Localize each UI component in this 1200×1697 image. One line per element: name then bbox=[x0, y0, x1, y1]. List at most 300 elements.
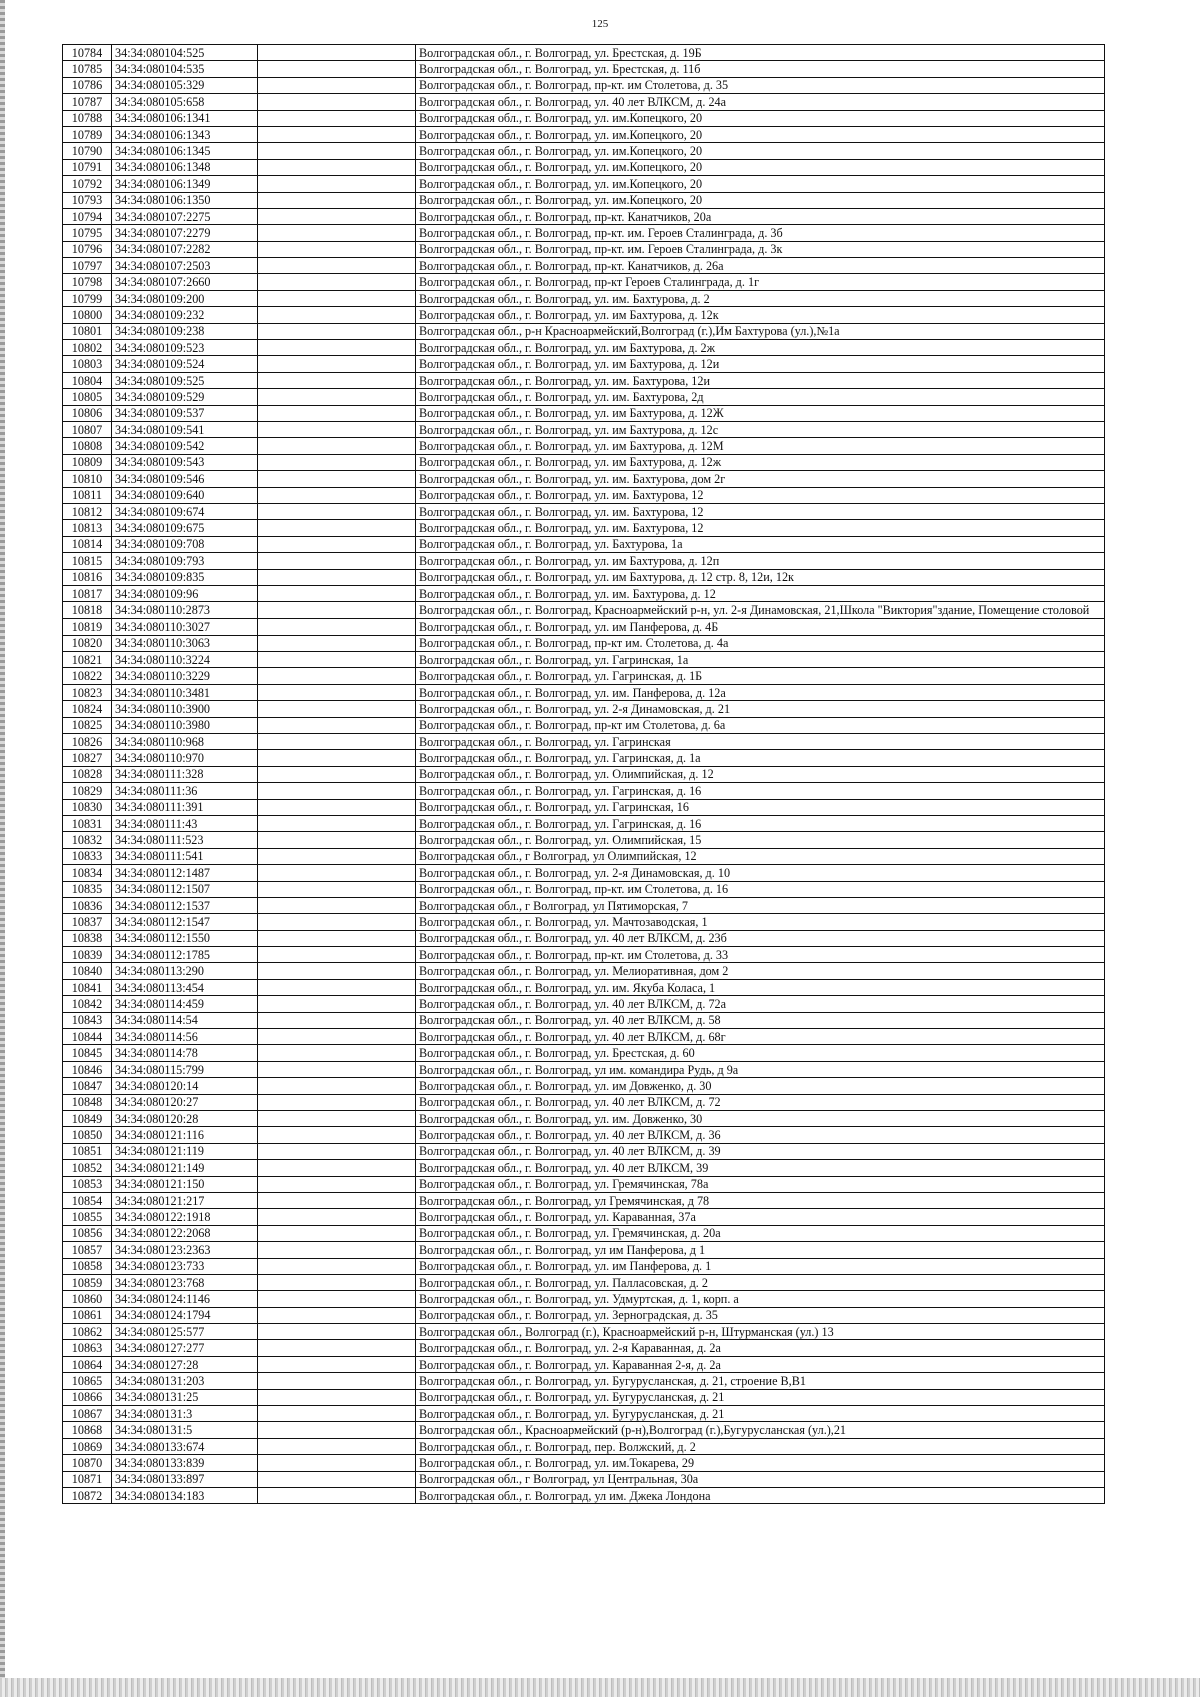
table-row bbox=[63, 963, 1105, 979]
cadastral-number-cell: 34:34:080110:968 bbox=[112, 734, 258, 750]
cadastral-number-cell: 34:34:080109:640 bbox=[112, 487, 258, 503]
empty-cell bbox=[258, 1291, 416, 1307]
row-number-cell: 10820 bbox=[63, 635, 112, 651]
empty-cell bbox=[258, 159, 416, 175]
cadastral-number-cell: 34:34:080127:277 bbox=[112, 1340, 258, 1356]
row-number-cell: 10812 bbox=[63, 503, 112, 519]
table-row bbox=[63, 1274, 1105, 1290]
row-number-cell: 10864 bbox=[63, 1356, 112, 1372]
address-cell: Волгоградская обл., г. Волгоград, ул. 40 лет ВЛКСМ, д. 36 bbox=[416, 1127, 1105, 1143]
table-row bbox=[63, 94, 1105, 110]
empty-cell bbox=[258, 815, 416, 831]
row-number-cell: 10796 bbox=[63, 241, 112, 257]
table-row bbox=[63, 668, 1105, 684]
row-number-cell: 10825 bbox=[63, 717, 112, 733]
cadastral-number-cell: 34:34:080104:535 bbox=[112, 61, 258, 77]
cadastral-number-cell: 34:34:080127:28 bbox=[112, 1356, 258, 1372]
empty-cell bbox=[258, 750, 416, 766]
table-row bbox=[63, 947, 1105, 963]
cadastral-number-cell: 34:34:080111:391 bbox=[112, 799, 258, 815]
cadastral-number-cell: 34:34:080120:14 bbox=[112, 1078, 258, 1094]
table-row bbox=[63, 77, 1105, 93]
empty-cell bbox=[258, 1455, 416, 1471]
cadastral-number-cell: 34:34:080121:150 bbox=[112, 1176, 258, 1192]
empty-cell bbox=[258, 783, 416, 799]
table-row bbox=[63, 602, 1105, 619]
address-cell: Волгоградская обл., г. Волгоград, ул. им Бахтурова, д. 12п bbox=[416, 553, 1105, 569]
cadastral-number-cell: 34:34:080109:708 bbox=[112, 536, 258, 552]
table-row bbox=[63, 126, 1105, 142]
address-cell: Волгоградская обл., Волгоград (г.), Красноармейский р-н, Штурманская (ул.) 13 bbox=[416, 1324, 1105, 1340]
row-number-cell: 10867 bbox=[63, 1406, 112, 1422]
address-cell: Волгоградская обл., г. Волгоград, пр-кт. Канатчиков, д. 26а bbox=[416, 258, 1105, 274]
empty-cell bbox=[258, 1176, 416, 1192]
table-row bbox=[63, 389, 1105, 405]
address-cell: Волгоградская обл., г. Волгоград, ул. Брестская, д. 19Б bbox=[416, 45, 1105, 61]
cadastral-number-cell: 34:34:080131:203 bbox=[112, 1373, 258, 1389]
cadastral-number-cell: 34:34:080110:3027 bbox=[112, 619, 258, 635]
address-cell: Волгоградская обл., г. Волгоград, пр-кт им. Столетова, д. 4а bbox=[416, 635, 1105, 651]
row-number-cell: 10833 bbox=[63, 848, 112, 864]
table-row bbox=[63, 1078, 1105, 1094]
table-row bbox=[63, 815, 1105, 831]
address-cell: Волгоградская обл., г. Волгоград, ул. им.Копецкого, 20 bbox=[416, 110, 1105, 126]
address-cell: Волгоградская обл., г. Волгоград, ул. 40 лет ВЛКСМ, д. 23б bbox=[416, 930, 1105, 946]
empty-cell bbox=[258, 110, 416, 126]
address-cell: Волгоградская обл., г. Волгоград, ул. Брестская, д. 60 bbox=[416, 1045, 1105, 1061]
address-cell: Волгоградская обл., г. Волгоград, ул. Бугурусланская, д. 21, строение В,В1 bbox=[416, 1373, 1105, 1389]
table-row bbox=[63, 750, 1105, 766]
cadastral-number-cell: 34:34:080124:1146 bbox=[112, 1291, 258, 1307]
empty-cell bbox=[258, 585, 416, 601]
address-cell: Волгоградская обл., г. Волгоград, ул. им. Бахтурова, 12и bbox=[416, 372, 1105, 388]
address-cell: Волгоградская обл., г. Волгоград, ул. Удмуртская, д. 1, корп. а bbox=[416, 1291, 1105, 1307]
row-number-cell: 10836 bbox=[63, 897, 112, 913]
address-cell: Волгоградская обл., г. Волгоград, ул. Караванная 2-я, д. 2а bbox=[416, 1356, 1105, 1372]
address-cell: Волгоградская обл., г. Волгоград, ул. Зерноградская, д. 35 bbox=[416, 1307, 1105, 1323]
cadastral-number-cell: 34:34:080109:238 bbox=[112, 323, 258, 339]
address-cell: Волгоградская обл., г. Волгоград, пр-кт им Столетова, д. 6а bbox=[416, 717, 1105, 733]
address-cell: Волгоградская обл., г. Волгоград, ул. им. Бахтурова, 2д bbox=[416, 389, 1105, 405]
table-row bbox=[63, 405, 1105, 421]
empty-cell bbox=[258, 454, 416, 470]
address-cell: Волгоградская обл., г. Волгоград, ул. 2-я Динамовская, д. 10 bbox=[416, 865, 1105, 881]
row-number-cell: 10839 bbox=[63, 947, 112, 963]
cadastral-number-cell: 34:34:080114:56 bbox=[112, 1029, 258, 1045]
table-row bbox=[63, 1406, 1105, 1422]
table-row bbox=[63, 1455, 1105, 1471]
cadastral-number-cell: 34:34:080109:546 bbox=[112, 471, 258, 487]
row-number-cell: 10870 bbox=[63, 1455, 112, 1471]
register-body bbox=[63, 45, 1105, 1504]
table-row bbox=[63, 569, 1105, 585]
cadastral-number-cell: 34:34:080110:3900 bbox=[112, 701, 258, 717]
row-number-cell: 10795 bbox=[63, 225, 112, 241]
row-number-cell: 10787 bbox=[63, 94, 112, 110]
row-number-cell: 10793 bbox=[63, 192, 112, 208]
cadastral-number-cell: 34:34:080111:541 bbox=[112, 848, 258, 864]
row-number-cell: 10831 bbox=[63, 815, 112, 831]
address-cell: Волгоградская обл., г. Волгоград, ул. им.Копецкого, 20 bbox=[416, 176, 1105, 192]
address-cell: Волгоградская обл., г. Волгоград, ул. им.Копецкого, 20 bbox=[416, 143, 1105, 159]
address-cell: Волгоградская обл., г. Волгоград, ул. 40 лет ВЛКСМ, д. 68г bbox=[416, 1029, 1105, 1045]
cadastral-number-cell: 34:34:080125:577 bbox=[112, 1324, 258, 1340]
cadastral-number-cell: 34:34:080109:524 bbox=[112, 356, 258, 372]
address-cell: Волгоградская обл., г. Волгоград, ул. Гагринская, д. 16 bbox=[416, 783, 1105, 799]
row-number-cell: 10837 bbox=[63, 914, 112, 930]
cadastral-number-cell: 34:34:080131:5 bbox=[112, 1422, 258, 1438]
table-row bbox=[63, 454, 1105, 470]
table-row bbox=[63, 241, 1105, 257]
table-row bbox=[63, 635, 1105, 651]
table-row bbox=[63, 45, 1105, 61]
table-row bbox=[63, 192, 1105, 208]
cadastral-number-cell: 34:34:080107:2275 bbox=[112, 208, 258, 224]
row-number-cell: 10846 bbox=[63, 1061, 112, 1077]
cadastral-number-cell: 34:34:080104:525 bbox=[112, 45, 258, 61]
address-cell: Волгоградская обл., г. Волгоград, ул. Бугурусланская, д. 21 bbox=[416, 1406, 1105, 1422]
row-number-cell: 10860 bbox=[63, 1291, 112, 1307]
address-cell: Волгоградская обл., г. Волгоград, пр-кт. им Столетова, д. 16 bbox=[416, 881, 1105, 897]
cadastral-number-cell: 34:34:080109:200 bbox=[112, 290, 258, 306]
row-number-cell: 10861 bbox=[63, 1307, 112, 1323]
table-row bbox=[63, 225, 1105, 241]
empty-cell bbox=[258, 340, 416, 356]
empty-cell bbox=[258, 45, 416, 61]
address-cell: Волгоградская обл., г. Волгоград, ул. им. Бахтурова, 12 bbox=[416, 487, 1105, 503]
row-number-cell: 10821 bbox=[63, 652, 112, 668]
table-row bbox=[63, 865, 1105, 881]
cadastral-number-cell: 34:34:080120:27 bbox=[112, 1094, 258, 1110]
cadastral-number-cell: 34:34:080109:523 bbox=[112, 340, 258, 356]
table-row bbox=[63, 1160, 1105, 1176]
row-number-cell: 10853 bbox=[63, 1176, 112, 1192]
address-cell: Волгоградская обл., г. Волгоград, ул. им Бахтурова, д. 12М bbox=[416, 438, 1105, 454]
address-cell: Волгоградская обл., г. Волгоград, ул. Мачтозаводская, 1 bbox=[416, 914, 1105, 930]
empty-cell bbox=[258, 1160, 416, 1176]
empty-cell bbox=[258, 1438, 416, 1454]
row-number-cell: 10863 bbox=[63, 1340, 112, 1356]
empty-cell bbox=[258, 1012, 416, 1028]
row-number-cell: 10808 bbox=[63, 438, 112, 454]
address-cell: Волгоградская обл., г. Волгоград, ул. им Бахтурова, д. 12к bbox=[416, 307, 1105, 323]
row-number-cell: 10790 bbox=[63, 143, 112, 159]
table-row bbox=[63, 110, 1105, 126]
table-row bbox=[63, 1111, 1105, 1127]
empty-cell bbox=[258, 225, 416, 241]
cadastral-number-cell: 34:34:080107:2279 bbox=[112, 225, 258, 241]
row-number-cell: 10871 bbox=[63, 1471, 112, 1487]
empty-cell bbox=[258, 1422, 416, 1438]
empty-cell bbox=[258, 176, 416, 192]
row-number-cell: 10859 bbox=[63, 1274, 112, 1290]
table-row bbox=[63, 520, 1105, 536]
address-cell: Волгоградская обл., г Волгоград, ул Пятиморская, 7 bbox=[416, 897, 1105, 913]
cadastral-number-cell: 34:34:080133:839 bbox=[112, 1455, 258, 1471]
row-number-cell: 10817 bbox=[63, 585, 112, 601]
empty-cell bbox=[258, 536, 416, 552]
address-cell: Волгоградская обл., г. Волгоград, ул. им Бахтурова, д. 2ж bbox=[416, 340, 1105, 356]
empty-cell bbox=[258, 619, 416, 635]
row-number-cell: 10854 bbox=[63, 1192, 112, 1208]
row-number-cell: 10792 bbox=[63, 176, 112, 192]
address-cell: Волгоградская обл., г Волгоград, ул Олимпийская, 12 bbox=[416, 848, 1105, 864]
address-cell: Волгоградская обл., г. Волгоград, ул. им. Панферова, д. 12а bbox=[416, 684, 1105, 700]
row-number-cell: 10842 bbox=[63, 996, 112, 1012]
row-number-cell: 10850 bbox=[63, 1127, 112, 1143]
row-number-cell: 10801 bbox=[63, 323, 112, 339]
table-row bbox=[63, 471, 1105, 487]
empty-cell bbox=[258, 1373, 416, 1389]
address-cell: Волгоградская обл., г. Волгоград, ул. им. Якуба Коласа, 1 bbox=[416, 979, 1105, 995]
table-row bbox=[63, 1209, 1105, 1225]
empty-cell bbox=[258, 421, 416, 437]
address-cell: Волгоградская обл., г. Волгоград, ул. Гагринская, д. 1а bbox=[416, 750, 1105, 766]
table-row bbox=[63, 1176, 1105, 1192]
address-cell: Волгоградская обл., г. Волгоград, ул. 40 лет ВЛКСМ, д. 39 bbox=[416, 1143, 1105, 1159]
row-number-cell: 10844 bbox=[63, 1029, 112, 1045]
table-row bbox=[63, 1094, 1105, 1110]
table-row bbox=[63, 1324, 1105, 1340]
empty-cell bbox=[258, 307, 416, 323]
table-row bbox=[63, 1356, 1105, 1372]
table-row bbox=[63, 503, 1105, 519]
cadastral-number-cell: 34:34:080110:3481 bbox=[112, 684, 258, 700]
row-number-cell: 10828 bbox=[63, 766, 112, 782]
address-cell: Волгоградская обл., г. Волгоград, ул. 2-я Караванная, д. 2а bbox=[416, 1340, 1105, 1356]
cadastral-number-cell: 34:34:080111:43 bbox=[112, 815, 258, 831]
cadastral-number-cell: 34:34:080123:733 bbox=[112, 1258, 258, 1274]
table-row bbox=[63, 536, 1105, 552]
address-cell: Волгоградская обл., г. Волгоград, ул. 40 лет ВЛКСМ, д. 72 bbox=[416, 1094, 1105, 1110]
row-number-cell: 10809 bbox=[63, 454, 112, 470]
row-number-cell: 10838 bbox=[63, 930, 112, 946]
row-number-cell: 10858 bbox=[63, 1258, 112, 1274]
table-row bbox=[63, 421, 1105, 437]
row-number-cell: 10819 bbox=[63, 619, 112, 635]
cadastral-number-cell: 34:34:080109:675 bbox=[112, 520, 258, 536]
table-row bbox=[63, 619, 1105, 635]
cadastral-number-cell: 34:34:080106:1341 bbox=[112, 110, 258, 126]
empty-cell bbox=[258, 372, 416, 388]
empty-cell bbox=[258, 1061, 416, 1077]
table-row bbox=[63, 766, 1105, 782]
cadastral-number-cell: 34:34:080112:1785 bbox=[112, 947, 258, 963]
row-number-cell: 10830 bbox=[63, 799, 112, 815]
cadastral-number-cell: 34:34:080109:543 bbox=[112, 454, 258, 470]
empty-cell bbox=[258, 503, 416, 519]
cadastral-number-cell: 34:34:080120:28 bbox=[112, 1111, 258, 1127]
row-number-cell: 10789 bbox=[63, 126, 112, 142]
address-cell: Волгоградская обл., г. Волгоград, ул. Караванная, 37а bbox=[416, 1209, 1105, 1225]
cadastral-number-cell: 34:34:080133:897 bbox=[112, 1471, 258, 1487]
table-row bbox=[63, 438, 1105, 454]
empty-cell bbox=[258, 569, 416, 585]
row-number-cell: 10784 bbox=[63, 45, 112, 61]
cadastral-number-cell: 34:34:080122:2068 bbox=[112, 1225, 258, 1241]
table-row bbox=[63, 1373, 1105, 1389]
row-number-cell: 10798 bbox=[63, 274, 112, 290]
cadastral-number-cell: 34:34:080113:454 bbox=[112, 979, 258, 995]
cadastral-number-cell: 34:34:080105:329 bbox=[112, 77, 258, 93]
table-row bbox=[63, 734, 1105, 750]
row-number-cell: 10815 bbox=[63, 553, 112, 569]
empty-cell bbox=[258, 734, 416, 750]
table-row bbox=[63, 930, 1105, 946]
table-row bbox=[63, 340, 1105, 356]
table-row bbox=[63, 979, 1105, 995]
table-row bbox=[63, 701, 1105, 717]
row-number-cell: 10824 bbox=[63, 701, 112, 717]
empty-cell bbox=[258, 1029, 416, 1045]
property-register-table bbox=[62, 44, 1105, 1504]
empty-cell bbox=[258, 652, 416, 668]
table-row bbox=[63, 61, 1105, 77]
cadastral-number-cell: 34:34:080123:2363 bbox=[112, 1242, 258, 1258]
row-number-cell: 10869 bbox=[63, 1438, 112, 1454]
cadastral-number-cell: 34:34:080114:459 bbox=[112, 996, 258, 1012]
empty-cell bbox=[258, 766, 416, 782]
cadastral-number-cell: 34:34:080105:658 bbox=[112, 94, 258, 110]
address-cell: Волгоградская обл., г. Волгоград, ул им Панферова, д 1 bbox=[416, 1242, 1105, 1258]
address-cell: Волгоградская обл., г. Волгоград, ул. Гремячинская, 78а bbox=[416, 1176, 1105, 1192]
table-row bbox=[63, 553, 1105, 569]
address-cell: Волгоградская обл., г. Волгоград, ул. Бахтурова, 1а bbox=[416, 536, 1105, 552]
table-row bbox=[63, 1307, 1105, 1323]
address-cell: Волгоградская обл., г. Волгоград, ул. Гагринская bbox=[416, 734, 1105, 750]
row-number-cell: 10843 bbox=[63, 1012, 112, 1028]
empty-cell bbox=[258, 405, 416, 421]
empty-cell bbox=[258, 1274, 416, 1290]
row-number-cell: 10852 bbox=[63, 1160, 112, 1176]
row-number-cell: 10848 bbox=[63, 1094, 112, 1110]
row-number-cell: 10851 bbox=[63, 1143, 112, 1159]
address-cell: Волгоградская обл., г. Волгоград, пр-кт Героев Сталинграда, д. 1г bbox=[416, 274, 1105, 290]
cadastral-number-cell: 34:34:080112:1507 bbox=[112, 881, 258, 897]
address-cell: Волгоградская обл., г. Волгоград, ул. им. Бахтурова, д. 12 bbox=[416, 585, 1105, 601]
empty-cell bbox=[258, 963, 416, 979]
empty-cell bbox=[258, 1045, 416, 1061]
cadastral-number-cell: 34:34:080133:674 bbox=[112, 1438, 258, 1454]
cadastral-number-cell: 34:34:080121:217 bbox=[112, 1192, 258, 1208]
row-number-cell: 10857 bbox=[63, 1242, 112, 1258]
address-cell: Волгоградская обл., г. Волгоград, ул. им. Бахтурова, д. 2 bbox=[416, 290, 1105, 306]
scan-edge-bottom bbox=[0, 1678, 1200, 1697]
table-row bbox=[63, 585, 1105, 601]
row-number-cell: 10814 bbox=[63, 536, 112, 552]
address-cell: Волгоградская обл., г. Волгоград, ул. Олимпийская, 15 bbox=[416, 832, 1105, 848]
table-row bbox=[63, 897, 1105, 913]
table-row bbox=[63, 487, 1105, 503]
address-cell: Волгоградская обл., г. Волгоград, ул. им. Бахтурова, 12 bbox=[416, 520, 1105, 536]
cadastral-number-cell: 34:34:080131:25 bbox=[112, 1389, 258, 1405]
table-row bbox=[63, 258, 1105, 274]
cadastral-number-cell: 34:34:080110:970 bbox=[112, 750, 258, 766]
address-cell: Волгоградская обл., г. Волгоград, ул. Палласовская, д. 2 bbox=[416, 1274, 1105, 1290]
row-number-cell: 10813 bbox=[63, 520, 112, 536]
cadastral-number-cell: 34:34:080111:328 bbox=[112, 766, 258, 782]
table-row bbox=[63, 290, 1105, 306]
cadastral-number-cell: 34:34:080114:54 bbox=[112, 1012, 258, 1028]
cadastral-number-cell: 34:34:080107:2660 bbox=[112, 274, 258, 290]
address-cell: Волгоградская обл., г. Волгоград, ул. Бугурусланская, д. 21 bbox=[416, 1389, 1105, 1405]
cadastral-number-cell: 34:34:080110:3980 bbox=[112, 717, 258, 733]
row-number-cell: 10805 bbox=[63, 389, 112, 405]
empty-cell bbox=[258, 553, 416, 569]
cadastral-number-cell: 34:34:080111:523 bbox=[112, 832, 258, 848]
row-number-cell: 10855 bbox=[63, 1209, 112, 1225]
table-row bbox=[63, 881, 1105, 897]
table-row bbox=[63, 1389, 1105, 1405]
table-row bbox=[63, 323, 1105, 339]
address-cell: Волгоградская обл., г. Волгоград, ул. 2-я Динамовская, д. 21 bbox=[416, 701, 1105, 717]
table-row bbox=[63, 1045, 1105, 1061]
address-cell: Волгоградская обл., г. Волгоград, ул. Гремячинская, д. 20а bbox=[416, 1225, 1105, 1241]
address-cell: Волгоградская обл., г. Волгоград, пр-кт. им. Героев Сталинграда, д. 3к bbox=[416, 241, 1105, 257]
empty-cell bbox=[258, 1389, 416, 1405]
address-cell: Волгоградская обл., г. Волгоград, ул. им Бахтурова, д. 12с bbox=[416, 421, 1105, 437]
empty-cell bbox=[258, 799, 416, 815]
row-number-cell: 10788 bbox=[63, 110, 112, 126]
table-row bbox=[63, 914, 1105, 930]
empty-cell bbox=[258, 717, 416, 733]
table-row bbox=[63, 1242, 1105, 1258]
empty-cell bbox=[258, 1340, 416, 1356]
table-row bbox=[63, 1291, 1105, 1307]
empty-cell bbox=[258, 61, 416, 77]
empty-cell bbox=[258, 241, 416, 257]
row-number-cell: 10841 bbox=[63, 979, 112, 995]
cadastral-number-cell: 34:34:080110:2873 bbox=[112, 602, 258, 619]
table-row bbox=[63, 717, 1105, 733]
cadastral-number-cell: 34:34:080106:1343 bbox=[112, 126, 258, 142]
cadastral-number-cell: 34:34:080124:1794 bbox=[112, 1307, 258, 1323]
empty-cell bbox=[258, 471, 416, 487]
address-cell: Волгоградская обл., г. Волгоград, ул. Гагринская, 16 bbox=[416, 799, 1105, 815]
table-row bbox=[63, 274, 1105, 290]
address-cell: Волгоградская обл., г. Волгоград, пр-кт. им Столетова, д. 35 bbox=[416, 77, 1105, 93]
cadastral-number-cell: 34:34:080110:3063 bbox=[112, 635, 258, 651]
cadastral-number-cell: 34:34:080115:799 bbox=[112, 1061, 258, 1077]
scan-edge-left bbox=[0, 0, 5, 1697]
table-row bbox=[63, 208, 1105, 224]
address-cell: Волгоградская обл., г. Волгоград, ул им. Джека Лондона bbox=[416, 1487, 1105, 1503]
table-row bbox=[63, 1340, 1105, 1356]
empty-cell bbox=[258, 438, 416, 454]
empty-cell bbox=[258, 832, 416, 848]
cadastral-number-cell: 34:34:080112:1550 bbox=[112, 930, 258, 946]
table-row bbox=[63, 143, 1105, 159]
cadastral-number-cell: 34:34:080109:542 bbox=[112, 438, 258, 454]
empty-cell bbox=[258, 487, 416, 503]
address-cell: Волгоградская обл., г. Волгоград, ул. им.Копецкого, 20 bbox=[416, 159, 1105, 175]
row-number-cell: 10816 bbox=[63, 569, 112, 585]
empty-cell bbox=[258, 1242, 416, 1258]
row-number-cell: 10822 bbox=[63, 668, 112, 684]
empty-cell bbox=[258, 143, 416, 159]
row-number-cell: 10862 bbox=[63, 1324, 112, 1340]
table-row bbox=[63, 1438, 1105, 1454]
empty-cell bbox=[258, 1143, 416, 1159]
cadastral-number-cell: 34:34:080107:2503 bbox=[112, 258, 258, 274]
address-cell: Волгоградская обл., г. Волгоград, ул. им Бахтурова, д. 12и bbox=[416, 356, 1105, 372]
empty-cell bbox=[258, 208, 416, 224]
row-number-cell: 10832 bbox=[63, 832, 112, 848]
empty-cell bbox=[258, 258, 416, 274]
table-row bbox=[63, 799, 1105, 815]
row-number-cell: 10810 bbox=[63, 471, 112, 487]
empty-cell bbox=[258, 1111, 416, 1127]
